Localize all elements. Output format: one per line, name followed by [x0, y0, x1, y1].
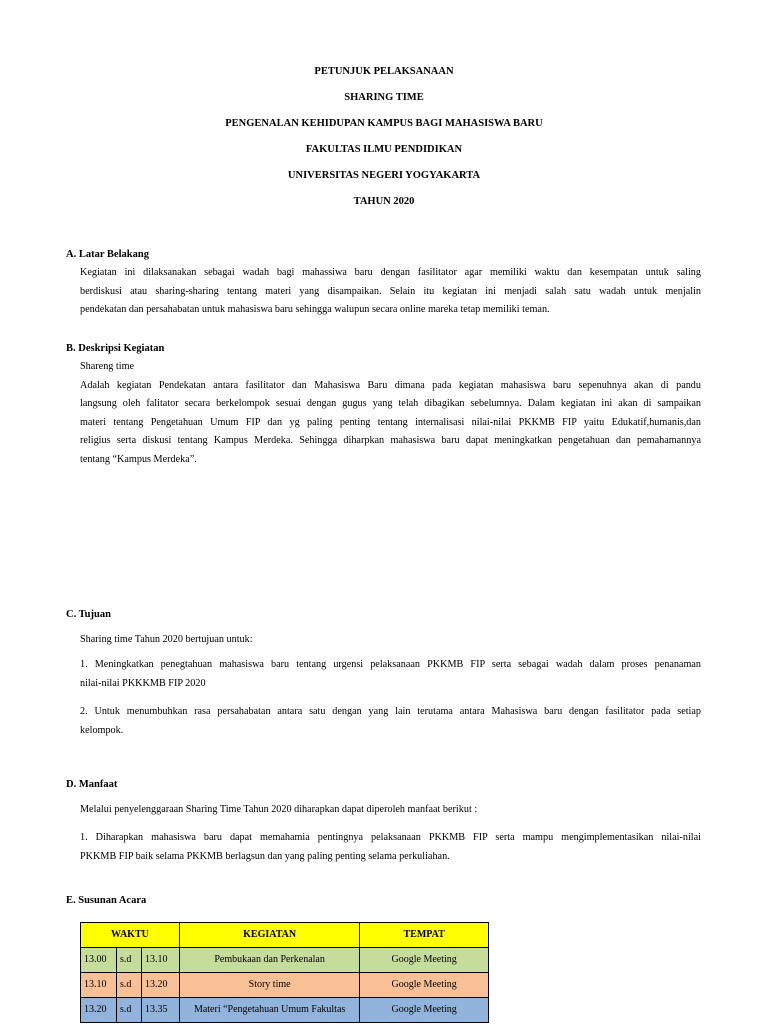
doc-title-line-2: SHARING TIME: [344, 92, 424, 103]
table-row: [81, 948, 489, 973]
paragraph-line: 1. Diharapkan mahasiswa baru dapat memahamia pentingnya pelaksanaan PKKMB FIP serta mampu mengimplementasikan nilai-nilai: [80, 832, 701, 843]
end-time: 13.35: [141, 998, 179, 1023]
paragraph-line: tentang “Kampus Merdeka”.: [80, 453, 197, 465]
table-row: [81, 998, 489, 1023]
section-intro-tujuan: [80, 631, 701, 650]
section-intro-manfaat: [80, 801, 701, 820]
paragraph-line: religius serta diskusi tentang Kampus Merdeka. Sehingga diharpkan mahasiswa baru dapat meningkatkan pengetahuan dan pemahamannya: [80, 435, 701, 446]
section-body-deskripsi-kegiatan: [80, 358, 701, 469]
header-waktu: WAKTU: [81, 923, 180, 948]
tujuan-item-1: [80, 656, 701, 693]
end-time: 13.10: [141, 948, 179, 973]
tujuan-item-2: [80, 703, 701, 740]
time-separator: s.d: [116, 973, 141, 998]
agenda-header-row: [81, 923, 489, 948]
start-time: 13.20: [81, 998, 117, 1023]
header-tempat: TEMPAT: [360, 923, 489, 948]
paragraph-line: Adalah kegiatan Pendekatan antara fasilitator dan Mahasiswa Baru dimana pada kegiatan mahasiswa baru sepenuhnya akan di pandu: [80, 379, 701, 391]
paragraph-line: 2. Untuk menumbuhkan rasa persahabatan antara satu dengan yang lain terutama antara Mahasiswa baru dengan fasilitator pada setiap: [80, 706, 701, 717]
section-heading-manfaat: D. Manfaat: [66, 779, 118, 790]
section-heading-deskripsi-kegiatan: B. Deskripsi Kegiatan: [66, 343, 165, 354]
doc-title-line-4: FAKULTAS ILMU PENDIDIKAN: [305, 144, 463, 155]
paragraph-line: materi tentang Pengetahuan Umum FIP dan yg paling penting tentang internalisasi nilai-nilai PKKMB FIP yaitu Edukatif,humanis,dan: [80, 416, 701, 428]
header-kegiatan: KEGIATAN: [179, 923, 359, 948]
table-row: [81, 973, 489, 998]
doc-title-line-6: TAHUN 2020: [353, 196, 415, 207]
time-separator: s.d: [116, 948, 141, 973]
paragraph-line: kelompok.: [80, 724, 124, 736]
paragraph-line: berdiskusi atau sharing-sharing tentang materi yang disampaikan. Selain itu kegiatan ini menjadi salah satu wadah untuk menjalin: [80, 285, 701, 297]
section-heading-latar-belakang: A. Latar Belakang: [66, 249, 149, 260]
manfaat-item-1: [80, 829, 701, 866]
section-subtitle: Shareng time: [80, 361, 135, 372]
paragraph-line: 1. Meningkatkan penegtahuan mahasiswa baru tentang urgensi pelaksanaan PKKMB FIP serta sebagai wadah dalam proses penanaman: [80, 659, 701, 670]
section-heading-susunan-acara: E. Susunan Acara: [66, 895, 147, 906]
paragraph-line: PKKMB FIP baik selama PKKMB berlagsun dan yang paling penting selama perkuliahan.: [80, 850, 450, 862]
doc-title-line-3: PENGENALAN KEHIDUPAN KAMPUS BAGI MAHASISWA BARU: [225, 118, 543, 129]
paragraph-line: pendekatan dan persahabatan untuk mahasiswa baru sehingga walupun secara online mareka tetap memiliki teman.: [80, 304, 550, 315]
paragraph-line: nilai-nilai PKKKMB FIP 2020: [80, 677, 206, 689]
paragraph-line: Kegiatan ini dilaksanakan sebagai wadah bagi mahassiwa baru dengan fasilitator agar memiliki waktu dan kesempatan untuk saling: [80, 267, 701, 278]
activity-name: Pembukaan dan Perkenalan: [179, 948, 359, 973]
activity-place: Google Meeting: [360, 973, 489, 998]
section-body-latar-belakang: [80, 264, 701, 320]
activity-place: Google Meeting: [360, 998, 489, 1023]
section-heading-tujuan: C. Tujuan: [66, 609, 111, 620]
start-time: 13.00: [81, 948, 117, 973]
activity-place: Google Meeting: [360, 948, 489, 973]
paragraph-line: Melalui penyelenggaraan Sharing Time Tahun 2020 diharapkan dapat diperoleh manfaat berikut :: [80, 804, 478, 815]
end-time: 13.20: [141, 973, 179, 998]
activity-name: Materi “Pengetahuan Umum Fakultas: [179, 998, 359, 1023]
doc-title-line-1: PETUNJUK PELAKSANAAN: [314, 66, 454, 77]
paragraph-line: Sharing time Tahun 2020 bertujuan untuk:: [80, 634, 253, 645]
time-separator: s.d: [116, 998, 141, 1023]
paragraph-line: langsung oleh falitator secara berkelompok sesuai dengan gugus yang telah dibagikan sebelumnya. Dalam kegiatan ini akan di sampaikan: [80, 398, 701, 409]
agenda-table: [80, 922, 489, 1023]
activity-name: Story time: [179, 973, 359, 998]
start-time: 13.10: [81, 973, 117, 998]
doc-title-line-5: UNIVERSITAS NEGERI YOGYAKARTA: [287, 170, 481, 181]
